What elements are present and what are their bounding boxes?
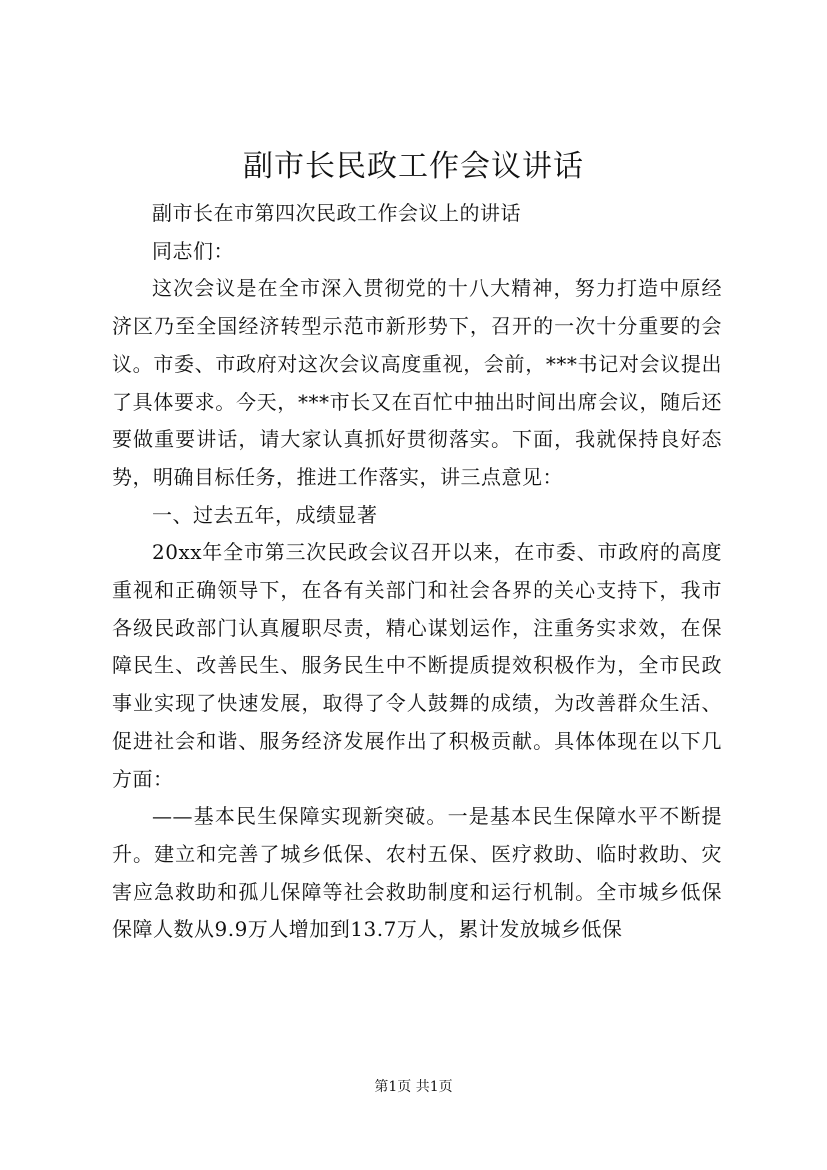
livelihood-paragraph: ——基本民生保障实现新突破。一是基本民生保障水平不断提升。建立和完善了城乡低保、农村五保、医疗救助、临时救助、灾害应急救助和孤儿保障等社会救助制度和运行机制。全市城乡低保保障人数从9.9万人增加到13.7万人，累计发放城乡低保 — [112, 804, 722, 942]
document-title: 副市长民政工作会议讲话 — [243, 149, 584, 184]
achievements-paragraph: 20xx年全市第三次民政会议召开以来，在市委、市政府的高度重视和正确领导下，在各有关部门和社会各界的关心支持下，我市各级民政部门认真履职尽责，精心谋划运作，注重务实求效，在保障民生、改善民生、服务民生中不断提质提效积极作为，全市民政事业实现了快速发展，取得了令人鼓舞的成绩，为改善群众生活、促进社会和谐、服务经济发展作出了积极贡献。具体体现在以下几方面： — [112, 540, 722, 791]
salutation-paragraph: 同志们： — [152, 238, 234, 263]
intro-paragraph: 这次会议是在全市深入贯彻党的十八大精神，努力打造中原经济区乃至全国经济转型示范市新形势下，召开的一次十分重要的会议。市委、市政府对这次会议高度重视，会前，***书记对会议提出了具体要求。今天，***市长又在百忙中抽出时间出席会议，随后还要做重要讲话，请大家认真抓好贯彻落实。下面，我就保持良好态势，明确目标任务，推进工作落实，讲三点意见： — [112, 276, 722, 489]
section-heading: 一、过去五年，成绩显著 — [152, 502, 378, 527]
page-number-footer: 第1页 共1页 — [374, 1079, 453, 1095]
document-body — [112, 195, 722, 949]
subtitle-paragraph: 副市长在市第四次民政工作会议上的讲话 — [152, 201, 521, 225]
